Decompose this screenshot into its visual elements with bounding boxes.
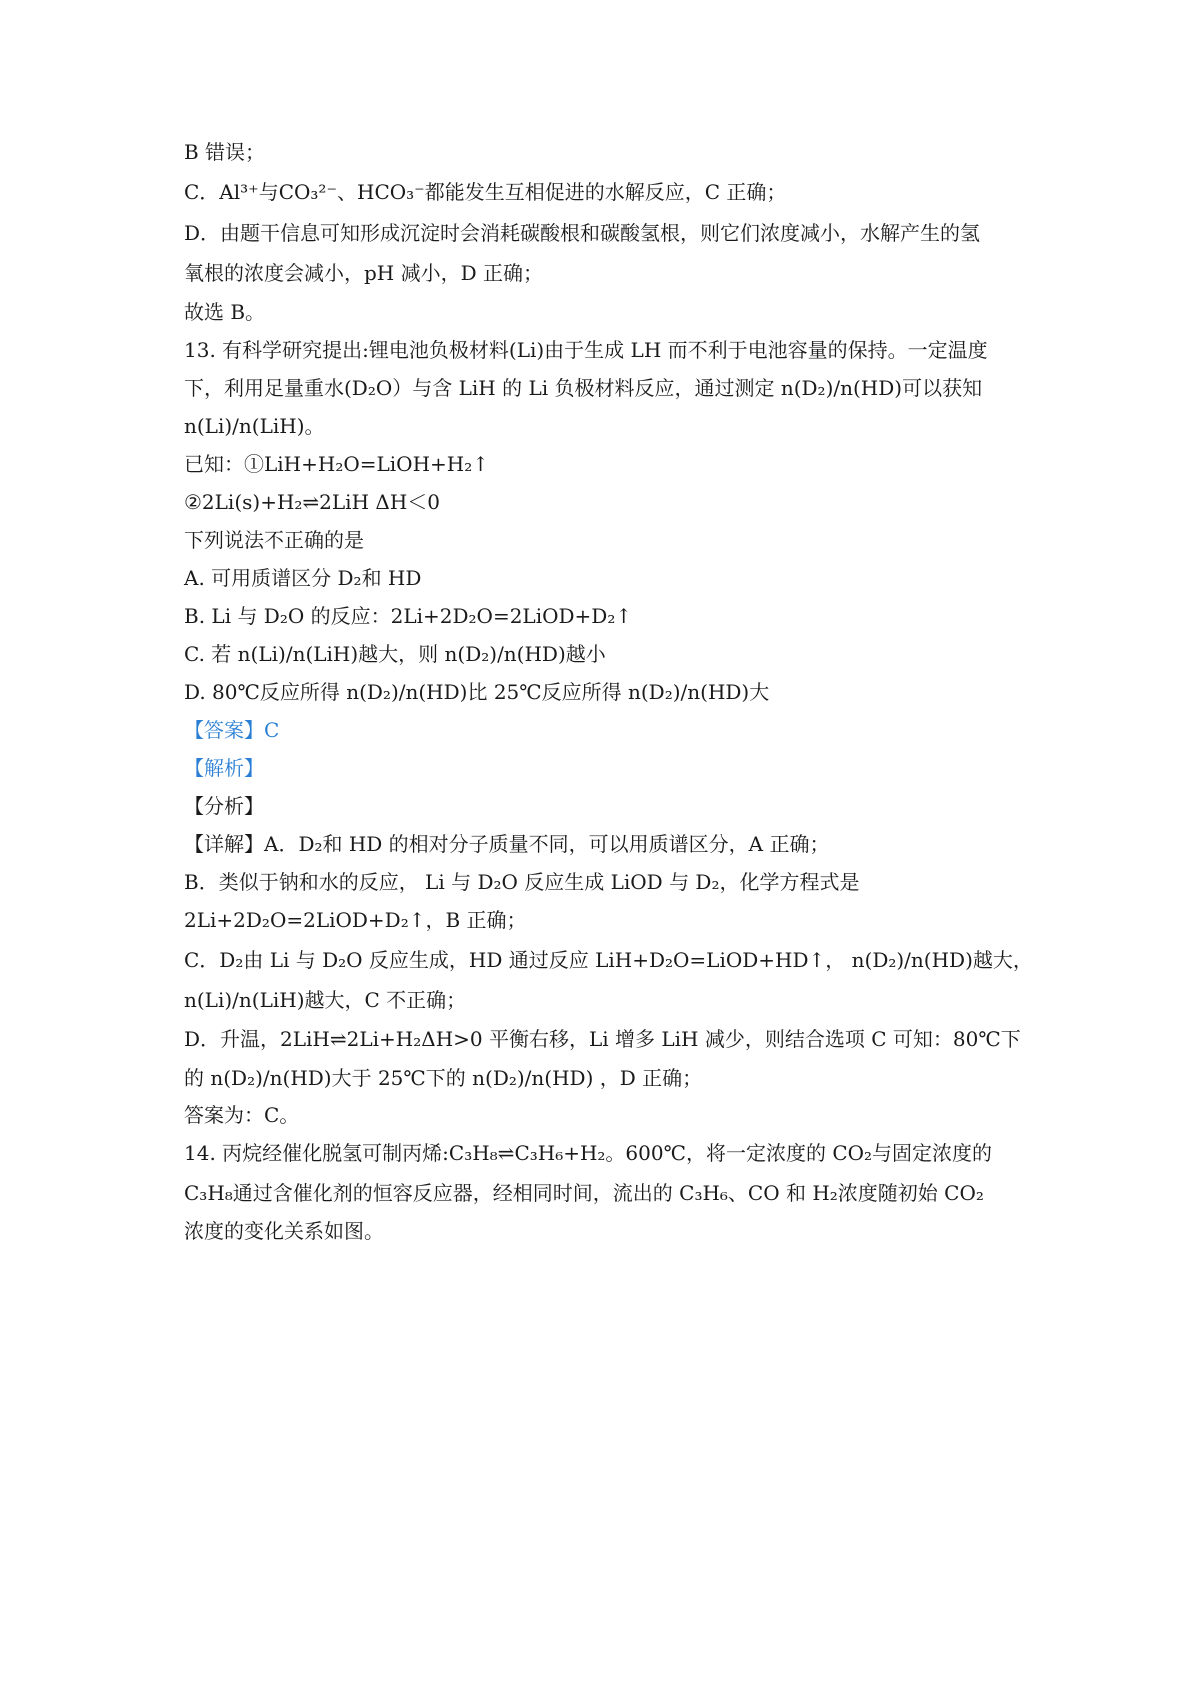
detail-b-part2: 2Li+2D₂O=2LiOD+D₂↑，B 正确；: [184, 908, 527, 932]
question-14-stem-3: 浓度的变化关系如图。: [184, 1219, 384, 1243]
question-14-stem-2: C₃H₈通过含催化剂的恒容反应器，经相同时间，流出的 C₃H₆、CO 和 H₂浓度随初始 CO₂: [184, 1181, 984, 1205]
final-answer: 答案为：C。: [184, 1103, 300, 1127]
option-d: D. 80℃反应所得 n(D₂)/n(HD)比 25℃反应所得 n(D₂)/n(HD)大: [184, 680, 770, 704]
question-13-prompt: 下列说法不正确的是: [184, 528, 364, 552]
detail-c-part1: C．D₂由 Li 与 D₂O 反应生成，HD 通过反应 LiH+D₂O=LiOD+HD↑， n(D₂)/n(HD)越大，: [184, 948, 1033, 972]
text-line-d-part1: D．由题干信息可知形成沉淀时会消耗碳酸根和碳酸氢根，则它们浓度减小，水解产生的氢: [184, 221, 981, 245]
question-13-stem-3: n(Li)/n(LiH)。: [184, 414, 325, 438]
detail-b-part1: B．类似于钠和水的反应， Li 与 D₂O 反应生成 LiOD 与 D₂，化学方程式是: [184, 870, 860, 894]
question-13-stem-2: 下，利用足量重水(D₂O）与含 LiH 的 Li 负极材料反应，通过测定 n(D₂)/n(HD)可以获知: [184, 376, 983, 400]
detail-d-part2: 的 n(D₂)/n(HD)大于 25℃下的 n(D₂)/n(HD) ，D 正确；: [184, 1066, 703, 1090]
text-line-c-hydrolysis: C．Al³⁺与CO₃²⁻、HCO₃⁻都能发生互相促进的水解反应，C 正确；: [184, 180, 787, 204]
answer-label: 【答案】C: [184, 718, 280, 742]
question-14-stem-1: 14. 丙烷经催化脱氢可制丙烯:C₃H₈⇌C₃H₆+H₂。600℃，将一定浓度的 CO₂与固定浓度的: [184, 1141, 993, 1165]
detail-c-part2: n(Li)/n(LiH)越大，C 不正确；: [184, 988, 467, 1012]
text-line-d-part2: 氧根的浓度会减小，pH 减小，D 正确；: [184, 261, 543, 285]
text-line-b-wrong: B 错误；: [184, 140, 266, 164]
known-reaction-2: ②2Li(s)+H₂⇌2LiH ΔH＜0: [184, 490, 440, 514]
detail-a: 【详解】A．D₂和 HD 的相对分子质量不同，可以用质谱区分，A 正确；: [184, 832, 830, 856]
text-line-select-b: 故选 B。: [184, 300, 266, 324]
option-a: A. 可用质谱区分 D₂和 HD: [184, 566, 422, 590]
detail-d-part1: D．升温，2LiH⇌2Li+H₂ΔH>0 平衡右移，Li 增多 LiH 减少，则结合选项 C 可知：80℃下: [184, 1027, 1021, 1051]
known-reaction-1: 已知：①LiH+H₂O=LiOH+H₂↑: [184, 452, 489, 476]
question-13-stem-1: 13. 有科学研究提出:锂电池负极材料(Li)由于生成 LH 而不利于电池容量的保持。一定温度: [184, 338, 988, 362]
analysis-label: 【解析】: [184, 756, 264, 780]
option-c: C. 若 n(Li)/n(LiH)越大，则 n(D₂)/n(HD)越小: [184, 642, 606, 666]
fenxi-label: 【分析】: [184, 794, 264, 818]
option-b: B. Li 与 D₂O 的反应：2Li+2D₂O=2LiOD+D₂↑: [184, 604, 633, 628]
